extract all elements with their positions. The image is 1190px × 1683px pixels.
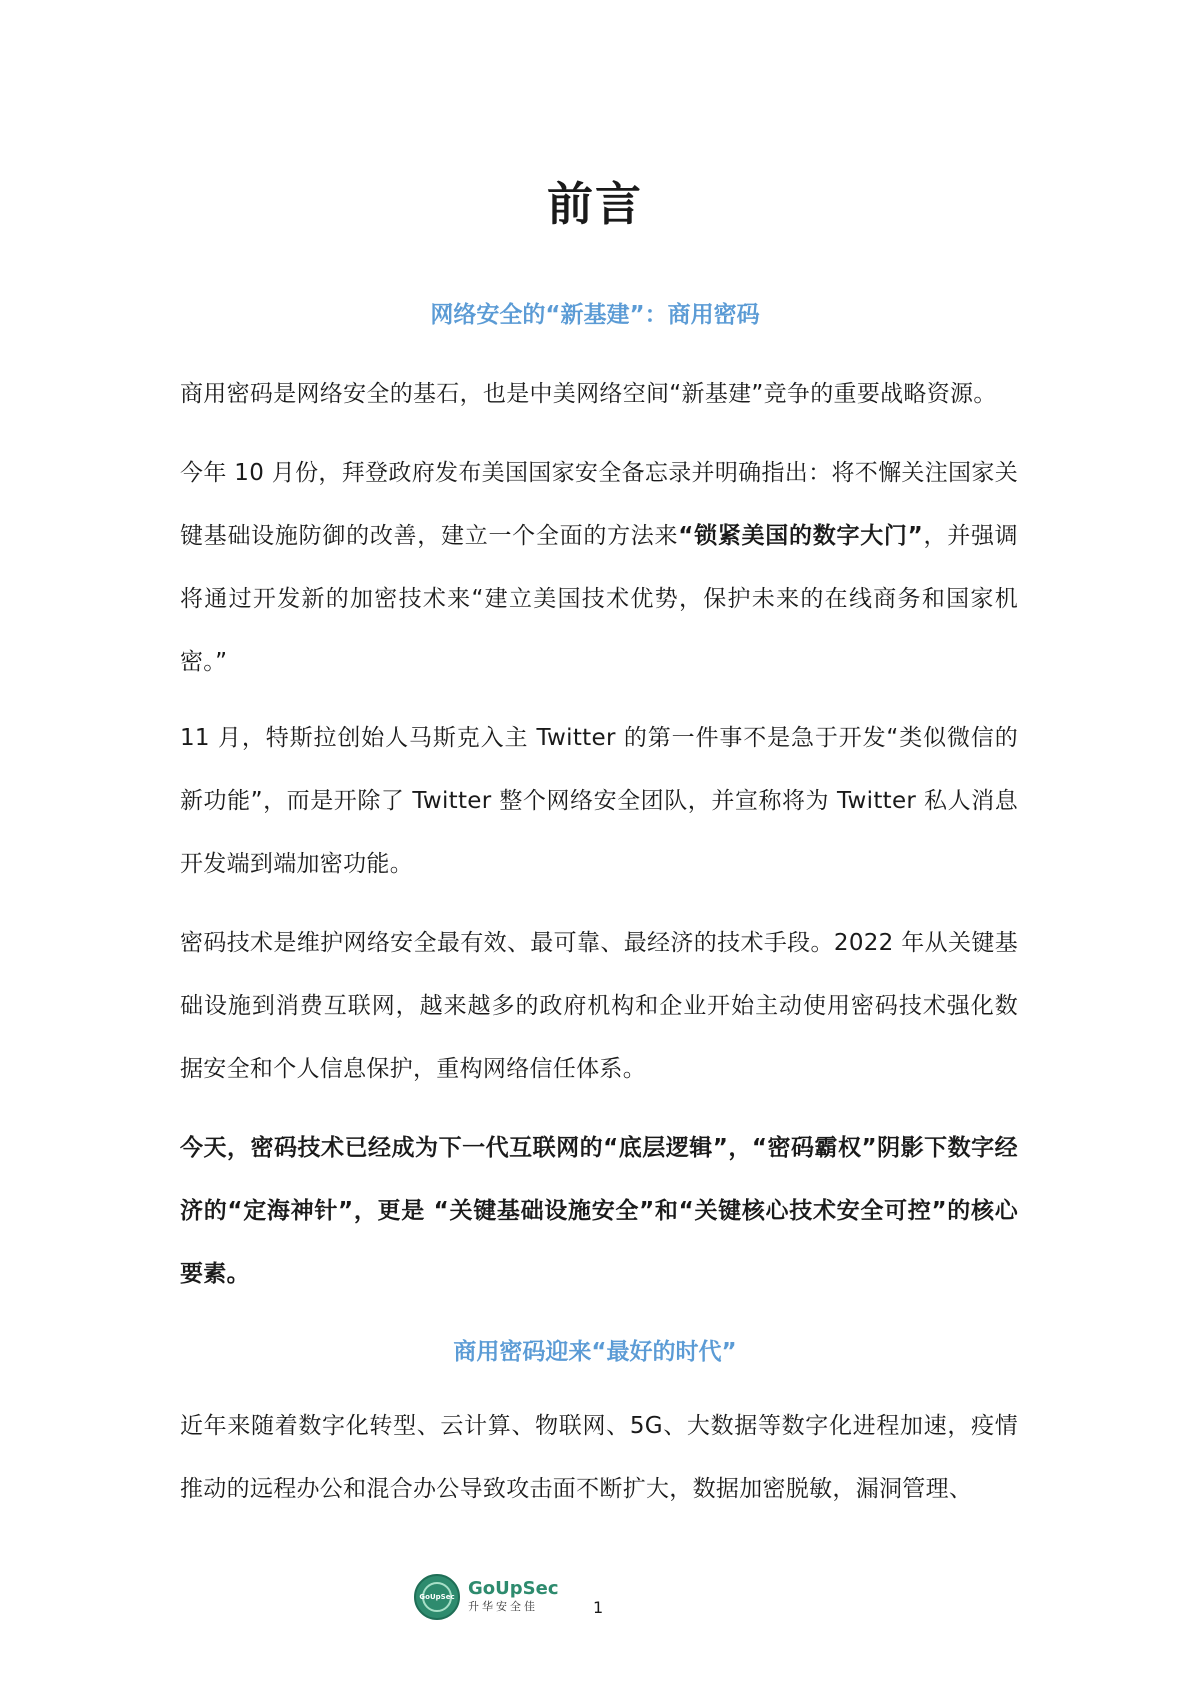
footer-logo: [414, 1572, 558, 1622]
paragraph-6: 近年来随着数字化转型、云计算、物联网、5G、大数据等数字化进程加速，疫情推动的远程办公和混合办公导致攻击面不断扩大，数据加密脱敏，漏洞管理、: [180, 1413, 1018, 1502]
paragraph-5-bold: 今天，密码技术已经成为下一代互联网的“底层逻辑”，“密码霸权”阴影下数字经济的“定海神针”，更是 “关键基础设施安全”和“关键核心技术安全可控”的核心要素。: [180, 1135, 1018, 1287]
paragraph-1: 商用密码是网络安全的基石，也是中美网络空间“新基建”竞争的重要战略资源。: [180, 381, 997, 407]
logo-text: [468, 1579, 558, 1615]
section-heading-new-infrastructure: 网络安全的“新基建”：商用密码: [430, 302, 760, 328]
logo-emblem-inner: GoUpSec: [422, 1582, 452, 1612]
page-number: 1: [593, 1598, 604, 1617]
section-heading-best-era: 商用密码迎来“最好的时代”: [453, 1339, 737, 1365]
logo-emblem-icon: [414, 1574, 460, 1620]
paragraph-4: 密码技术是维护网络安全最有效、最可靠、最经济的技术手段。2022 年从关键基础设施到消费互联网，越来越多的政府机构和企业开始主动使用密码技术强化数据安全和个人信息保护，重构网络信任体系。: [180, 930, 1018, 1082]
paragraph-2-text-a: 今年 10 月份，拜登政府发布美国国家安全备忘录并明确指出：将不懈关注国家关键基础设施防御的改善，建立一个全面的方法来: [180, 460, 1018, 549]
paragraph-3: 11 月，特斯拉创始人马斯克入主 Twitter 的第一件事不是急于开发“类似微信的新功能”，而是开除了 Twitter 整个网络安全团队，并宣称将为 Twitter 私人消息开发端到端加密功能。: [180, 725, 1018, 877]
logo-name: GoUpSec: [468, 1578, 559, 1599]
paragraph-2-text-b: ，并强调将通过开发新的加密技术来“建立美国技术优势，保护未来的在线商务和国家机密。”: [180, 523, 1018, 675]
logo-subtitle: 升华安全佳: [468, 1600, 538, 1613]
page-title: 前言: [547, 177, 643, 231]
paragraph-2: [180, 442, 1018, 694]
paragraph-2-emphasis: “锁紧美国的数字大门”: [678, 523, 924, 549]
